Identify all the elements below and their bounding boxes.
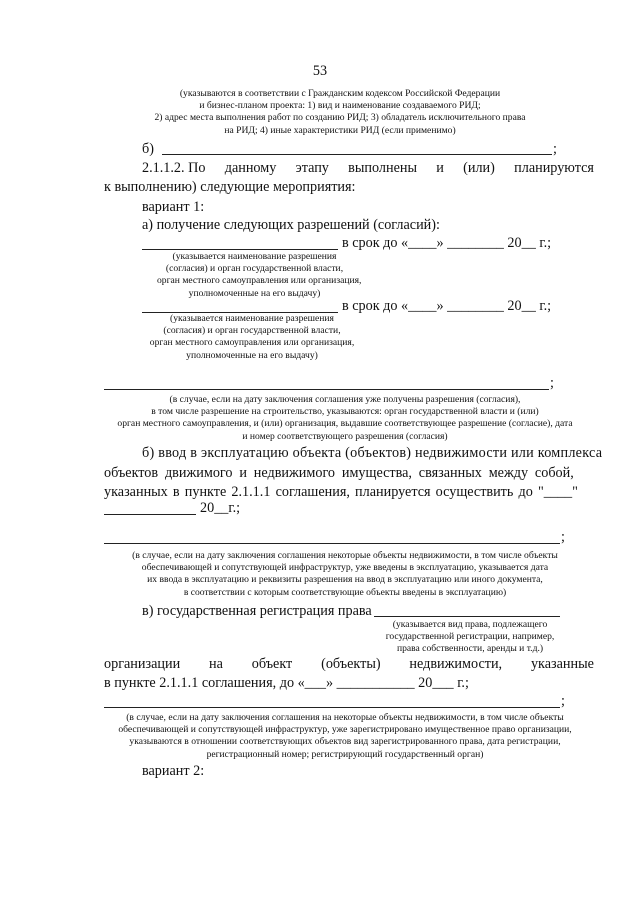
item-v-label: в) государственная регистрация права xyxy=(142,603,372,619)
permit-note-line: уполномоченные на его выдачу) xyxy=(186,349,318,361)
note-line: обеспечивающей и сопутствующей инфраструктур, уже зарегистрировано имущественное право организации, xyxy=(118,724,572,736)
commissioning-line2: объектов движимого и недвижимого имущества, связанных между собой, xyxy=(104,465,574,481)
note-line: и номер соответствующего разрешения (согласия) xyxy=(242,430,448,442)
word: (или) xyxy=(463,160,495,176)
note-line: права собственности, аренды и т.д.) xyxy=(396,643,544,655)
permit-1-note xyxy=(157,251,362,300)
variant-1-label: вариант 1: xyxy=(142,199,205,215)
note-line: (указывается вид права, подлежащего xyxy=(392,619,548,630)
right-type-blank xyxy=(374,616,560,617)
semicolon: ; xyxy=(561,693,565,709)
rid-note xyxy=(150,88,530,137)
semicolon: ; xyxy=(553,141,557,157)
permit-note-line: орган местного самоуправления или организация, xyxy=(149,337,355,349)
word: объект xyxy=(251,656,293,672)
commissioning-details-blank xyxy=(104,543,560,544)
commissioning-date-blank xyxy=(104,514,196,515)
rid-note-line: на РИД; 4) иные характеристики РИД (если применимо) xyxy=(224,124,456,136)
word: указанные xyxy=(530,656,594,672)
note-line: (в случае, если на дату заключения соглашения на некоторые объекты недвижимости, в том числе объекты xyxy=(126,712,564,723)
registration-details-blank xyxy=(104,707,560,708)
note-line: орган местного самоуправления, и (или) организация, выдавшие соответствующее разрешение (согласие), дата xyxy=(117,418,573,430)
permit-note-line: (указывается наименование разрешения xyxy=(172,251,337,262)
para-2112-line2: к выполнению) следующие мероприятия: xyxy=(104,179,356,195)
note-line: указываются в отношении соответствующих объектов вид зарегистрированного права, дата регистрации, xyxy=(129,736,561,748)
org-line1 xyxy=(104,656,594,673)
permit-2-note xyxy=(142,313,362,362)
note-line: (в случае, если на дату заключения соглашения уже получены разрешения (согласия), xyxy=(169,394,521,405)
permit-note-line: орган местного самоуправления или организация, xyxy=(157,275,362,287)
rid-note-line: 2) адрес места выполнения работ по созданию РИД; 3) обладатель исключительного права xyxy=(154,112,526,124)
word: (объекты) xyxy=(321,656,381,672)
commissioning-line3: указанных в пункте 2.1.1.1 соглашения, планируется осуществить до "____" xyxy=(104,484,578,500)
rid-note-line: и бизнес-планом проекта: 1) вид и наименование создаваемого РИД; xyxy=(199,100,481,112)
note-line: в том числе разрешение на строительство, указываются: орган государственной власти и (или) xyxy=(151,406,539,418)
permit-note-line: (согласия) и орган государственной власти, xyxy=(163,325,341,337)
commissioning-note xyxy=(95,550,595,599)
registration-note xyxy=(95,712,595,761)
commissioning-line1: б) ввод в эксплуатацию объекта (объектов) недвижимости или комплекса xyxy=(142,445,603,461)
note-line: обеспечивающей и сопутствующей инфраструктур, уже введены в эксплуатацию, указывается дата xyxy=(141,562,549,574)
word: 2.1.1.2. По xyxy=(142,160,206,176)
permit-note-line: уполномоченные на его выдачу) xyxy=(188,287,321,299)
permit-note-line: (указывается наименование разрешения xyxy=(170,313,334,324)
right-type-note xyxy=(360,619,580,656)
permit-1-deadline: в срок до «____» ________ 20__ г.; xyxy=(342,235,552,251)
semicolon: ; xyxy=(561,529,565,545)
para-2112-line1 xyxy=(142,160,594,177)
rid-note-line: (указываются в соответствии с Гражданским кодексом Российской Федерации xyxy=(179,88,501,99)
permits-received-blank xyxy=(104,389,549,390)
word: организации xyxy=(104,656,181,672)
note-line: государственной регистрации, например, xyxy=(385,631,555,643)
item-b-label: б) xyxy=(142,141,154,157)
variant-2-label: вариант 2: xyxy=(142,763,205,779)
note-line: их ввода в эксплуатацию и реквизиты разрешения на ввод в эксплуатацию или иного документа, xyxy=(147,574,543,586)
permit-1-blank xyxy=(142,249,338,250)
org-line2: в пункте 2.1.1.1 соглашения, до «___» ___________ 20___ г.; xyxy=(104,675,469,691)
word: данному xyxy=(224,160,277,176)
permit-note-line: (согласия) и орган государственной власти, xyxy=(165,263,344,275)
word: и xyxy=(436,160,444,176)
commissioning-year: 20__г.; xyxy=(200,500,241,516)
word: планируются xyxy=(514,160,594,176)
permits-received-note xyxy=(95,394,595,443)
note-line: в соответствии с которым соответствующие объекты введены в эксплуатацию) xyxy=(183,586,507,598)
item-b-blank xyxy=(162,154,552,155)
semicolon: ; xyxy=(550,375,554,391)
word: выполнены xyxy=(348,160,417,176)
item-a-heading: а) получение следующих разрешений (согласий): xyxy=(142,217,440,233)
note-line: регистрационный номер; регистрирующий государственный орган) xyxy=(206,748,484,760)
word: этапу xyxy=(295,160,329,176)
note-line: (в случае, если на дату заключения соглашения некоторые объекты недвижимости, в том числе объекты xyxy=(132,550,558,561)
word: на xyxy=(209,656,223,672)
page-number: 53 xyxy=(312,63,328,79)
word: недвижимости, xyxy=(409,656,503,672)
permit-2-deadline: в срок до «____» ________ 20__ г.; xyxy=(342,298,552,314)
